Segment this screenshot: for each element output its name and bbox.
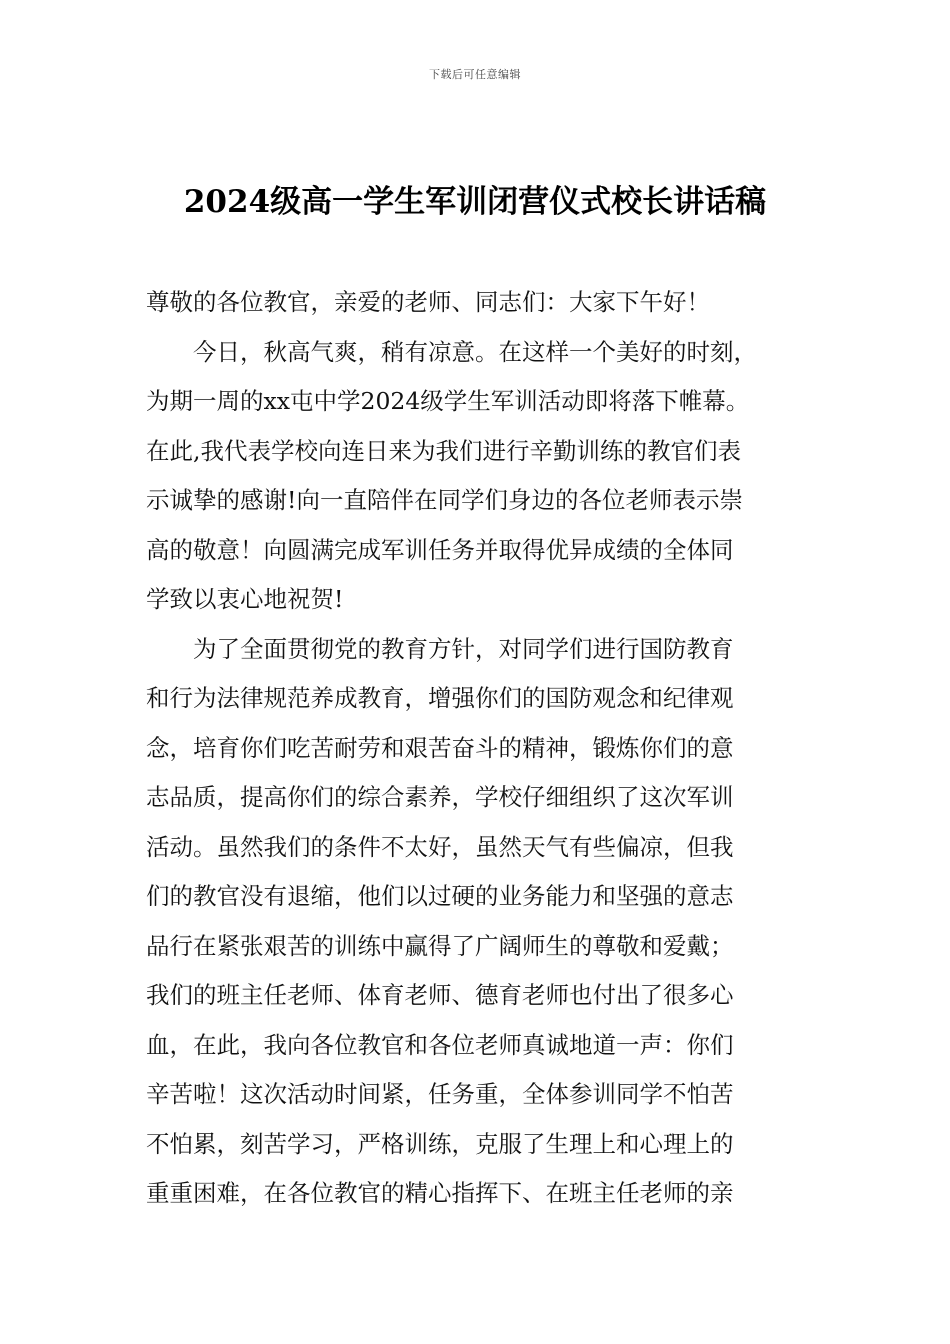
text-line: 为期一周的xx屯中学2024级学生军训活动即将落下帷幕。	[146, 387, 750, 415]
header-note: 下载后可任意编辑	[429, 68, 521, 81]
text-line: 血，在此，我向各位教官和各位老师真诚地道一声：你们	[146, 1030, 734, 1059]
text-line: 和行为法律规范养成教育，增强你们的国防观念和纪律观	[146, 684, 734, 712]
text-line: 品行在紧张艰苦的训练中赢得了广阔师生的尊敬和爱戴；	[146, 931, 734, 960]
text-line: 高的敬意！向圆满完成军训任务并取得优异成绩的全体同	[146, 535, 734, 564]
text-line: 为了全面贯彻党的教育方针，对同学们进行国防教育	[193, 634, 734, 663]
text-line: 辛苦啦！这次活动时间紧，任务重，全体参训同学不怕苦	[146, 1080, 734, 1108]
text-line: 我们的班主任老师、体育老师、德育老师也付出了很多心	[146, 981, 734, 1009]
text-line: 不怕累，刻苦学习，严格训练，克服了生理上和心理上的	[146, 1129, 734, 1158]
body-text	[146, 278, 816, 1219]
text-line: 念，培育你们吃苦耐劳和艰苦奋斗的精神，锻炼你们的意	[146, 733, 734, 762]
text-line-greeting: 尊敬的各位教官，亲爱的老师、同志们：大家下午好！	[146, 288, 710, 316]
text-line: 活动。虽然我们的条件不太好，虽然天气有些偏凉，但我	[146, 832, 734, 861]
text-line: 示诚挚的感谢!向一直陪伴在同学们身边的各位老师表示崇	[146, 486, 743, 514]
text-line: 重重困难，在各位教官的精心指挥下、在班主任老师的亲	[146, 1179, 734, 1207]
text-line: 们的教官没有退缩，他们以过硬的业务能力和坚强的意志	[146, 882, 734, 910]
text-line: 学致以衷心地祝贺!	[146, 585, 344, 613]
text-line: 志品质，提高你们的综合素养，学校仔细组织了这次军训	[146, 783, 734, 811]
text-line: 在此,我代表学校向连日来为我们进行辛勤训练的教官们表	[146, 436, 741, 465]
text-line: 今日，秋高气爽，稍有凉意。在这样一个美好的时刻，	[193, 337, 757, 366]
document-title: 2024级高一学生军训闭营仪式校长讲话稿	[183, 184, 767, 220]
